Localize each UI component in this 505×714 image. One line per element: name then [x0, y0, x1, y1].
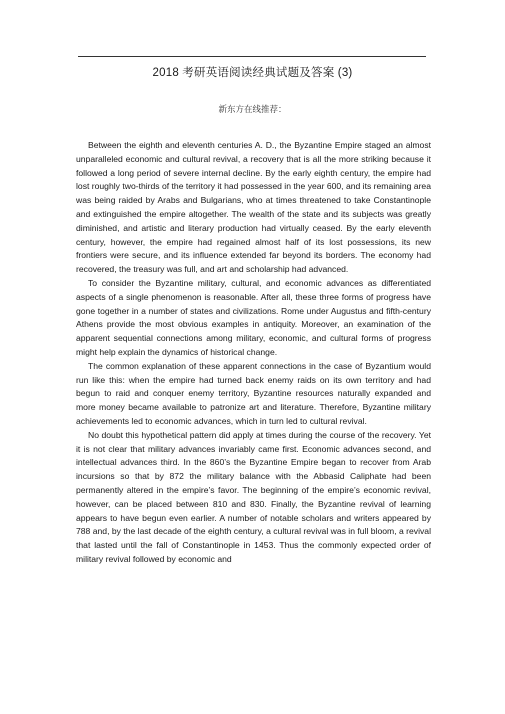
paragraph-3: The common explanation of these apparent connections in the case of Byzantium would run like this: when the empire had turned back enemy raids on its own territory and had begun to raid and conquer enemy territory, Byzantine resources naturally expanded and more money became available to patronize art and literature. Therefore, Byzantine military achievements led to economic advances, which in turn led to cultural revival.	[76, 360, 431, 426]
paragraph-2: To consider the Byzantine military, cultural, and economic advances as differentiated aspects of a single phenomenon is reasonable. After all, these three forms of progress have gone together in a number of states and civilizations. Rome under Augustus and fifth-century Athens provide the most obvious examples in antiquity. Moreover, an examination of the apparent sequential connections among military, economic, and cultural forms of progress might help explain the dynamics of historical change.	[76, 277, 431, 357]
source-line: 新东方在线推荐：	[218, 104, 287, 114]
header-rule	[78, 56, 426, 57]
paragraph-4: No doubt this hypothetical pattern did apply at times during the course of the recovery. Yet it is not clear that military advances invariably came first. Economic advances second, and intellectual advances third. In the 860’s the Byzantine Empire began to recover from Arab incursions so that by 872 the military balance with the Abbasid Caliphate had been permanently altered in the empire’s favor. The beginning of the empire’s economic revival, however, can be placed between 810 and 830. Finally, the Byzantine revival of learning appears to have begun even earlier. A number of notable scholars and writers appeared by 788 and, by the last decade of the eighth century, a cultural revival was in full bloom, a revival that lasted until the fall of Constantinople in 1453. Thus the commonly expected order of military revival followed by economic and	[76, 429, 431, 564]
paragraph-1: Between the eighth and eleventh centuries A. D., the Byzantine Empire staged an almost unparalleled economic and cultural revival, a recovery that is all the more striking because it followed a long period of severe internal decline. By the early eighth century, the empire had lost roughly two-thirds of the territory it had possessed in the year 600, and its remaining area was being raided by Arabs and Bulgarians, who at times threatened to take Constantinople and extinguished the empire altogether. The wealth of the state and its subjects was greatly diminished, and artistic and literary production had virtually ceased. By the early eleventh century, however, the empire had regained almost half of its lost possessions, its new frontiers were secure, and its influence extended far beyond its borders. The economy had recovered, the treasury was full, and art and scholarship had advanced.	[76, 140, 431, 275]
page-title: 2018 考研英语阅读经典试题及答案 (3)	[152, 67, 353, 79]
article-body	[76, 139, 431, 567]
